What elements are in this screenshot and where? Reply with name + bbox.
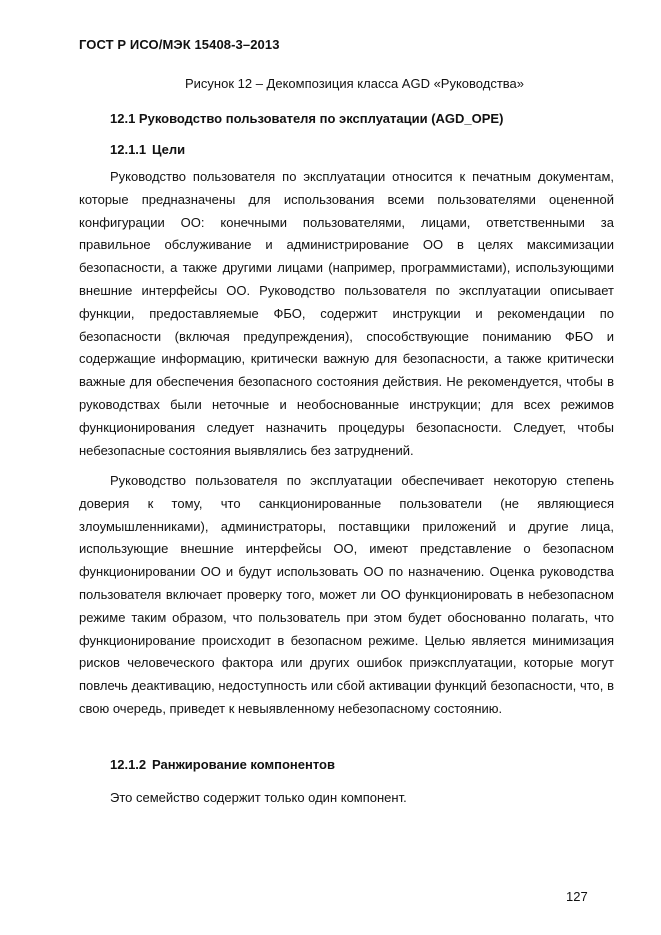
figure-caption: Рисунок 12 – Декомпозиция класса AGD «Руководства»	[185, 76, 524, 91]
ranking-paragraph: Это семейство содержит только один компонент.	[110, 790, 407, 805]
subsection-number: 12.1.1	[110, 142, 147, 157]
subsection-heading-goals	[110, 142, 185, 157]
subsection-number: 12.1.2	[110, 757, 147, 772]
page-number: 127	[566, 889, 588, 904]
section-heading: 12.1 Руководство пользователя по эксплуатации (AGD_OPE)	[110, 111, 504, 126]
paragraph-goals-2: Руководство пользователя по эксплуатации обеспечивает некоторую степень доверия к тому, что санкционированные пользователи (не являющиеся злоумышленниками), администраторы, поставщики приложений и другие лица, использующие внешние интерфейсы ОО, имеют представление о безопасном функционировании ОО и будут использовать ОО по назначению. Оценка руководства пользователя включает проверку того, может ли ОО функционировать в небезопасном режиме таким образом, что пользователь при этом будет обоснованно полагать, что функционирование происходит в безопасном режиме. Целью является минимизация рисков человеческого фактора или других ошибок приэксплуатации, которые могут повлечь деактивацию, недоступность или сбой активации функций безопасности, что, в свою очередь, приведет к невыявленному небезопасному состоянию.	[79, 473, 614, 716]
subsection-title: Ранжирование компонентов	[152, 757, 335, 772]
subsection-heading-ranking	[110, 757, 335, 772]
document-header: ГОСТ Р ИСО/МЭК 15408-3–2013	[79, 37, 280, 52]
subsection-title: Цели	[152, 142, 186, 157]
paragraph-goals-1: Руководство пользователя по эксплуатации относится к печатным документам, которые предназначены для использования всеми пользователями оцененной конфигурации ОО: конечными пользователями, лицами, ответственными за правильное обслуживание и администрирование ОО в целях максимизации безопасности, а также другими лицами (например, программистами), использующими внешние интерфейсы ОО. Руководство пользователя по эксплуатации описывает функции, предоставляемые ФБО, содержит инструкции и рекомендации по безопасности (включая предупреждения), способствующие пониманию ФБО и содержащие информацию, критически важную для безопасности, а также критически важные для обеспечения безопасного состояния действия. Не рекомендуется, чтобы в руководствах были неточные и необоснованные инструкции; для всех режимов функционирования следует назначить процедуры безопасности. Следует, чтобы небезопасные состояния выявлялись без затруднений.	[79, 169, 614, 458]
